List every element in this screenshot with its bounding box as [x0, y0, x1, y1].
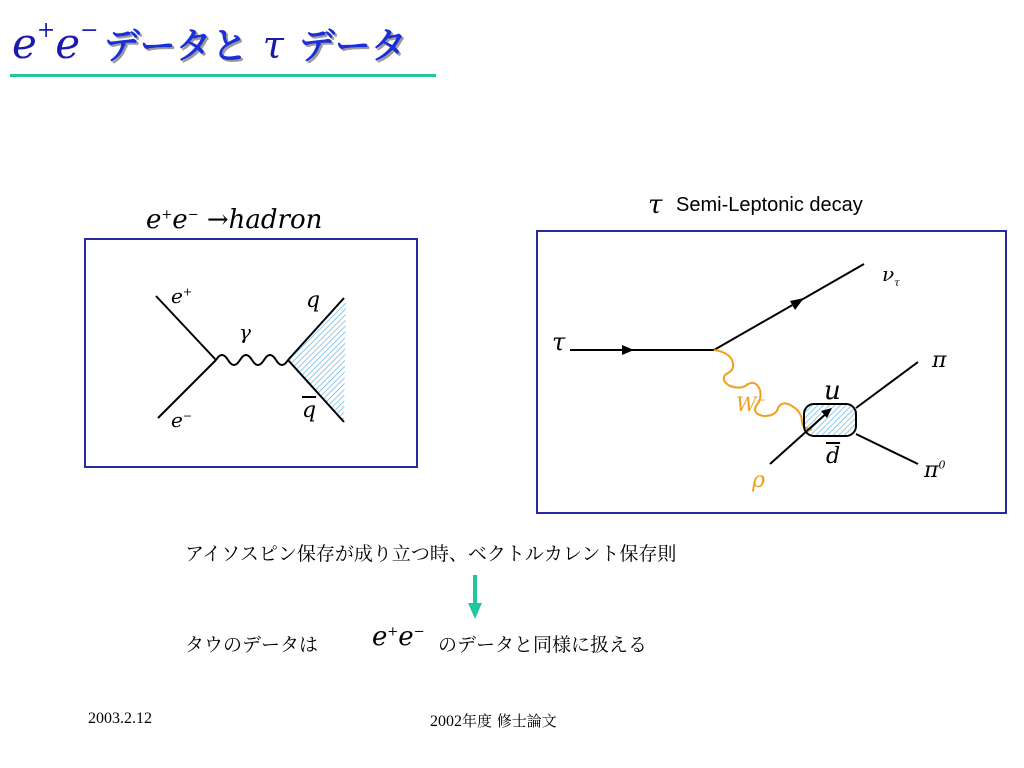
right-feynman-diagram: [536, 230, 1007, 514]
label-e-plus: e+: [171, 284, 193, 308]
title-e-plus: e+: [12, 18, 56, 68]
hadron-hatch: [288, 298, 346, 422]
title-underline: [10, 74, 436, 77]
statement-line-2-math: e+e−: [372, 622, 425, 652]
label-pi: π: [932, 348, 947, 373]
label-pi0: $\pi^0$: [924, 458, 946, 483]
title-tau: τ: [262, 23, 284, 67]
label-e-minus: e−: [171, 408, 193, 432]
caption-semi-leptonic: Semi-Leptonic decay: [676, 194, 863, 216]
left-feynman-diagram: [84, 238, 418, 468]
rho-line: [770, 412, 828, 464]
left-diagram-svg: [86, 240, 416, 466]
neutrino-arrow: [790, 298, 804, 310]
title-e-minus: e−: [55, 18, 99, 68]
tau-arrow: [622, 345, 634, 355]
down-arrow-icon: [468, 575, 482, 619]
label-dbar: $\overline{d}$: [826, 444, 841, 469]
label-q: q: [306, 288, 321, 313]
title-text-2: データ: [298, 26, 407, 67]
label-rho: ρ: [752, 468, 765, 493]
photon-line: [216, 355, 288, 365]
statement-line-2-prefix: タウのデータは: [185, 634, 319, 656]
label-u-quark: u: [824, 376, 841, 406]
title-text-1: データと: [103, 26, 248, 67]
pi-line: [856, 362, 918, 408]
caption-tau: τ: [648, 190, 663, 220]
statement-line-1: アイソスピン保存が成り立つ時、ベクトルカレント保存則: [185, 543, 677, 565]
left-diagram-label: e+e− →hadron: [146, 205, 323, 235]
label-w-boson: W−: [736, 392, 766, 416]
label-gamma: γ: [239, 320, 251, 344]
footer-date: 2003.2.12: [88, 710, 152, 727]
page-title: [12, 18, 407, 74]
statement-line-2-suffix: のデータと同様に扱える: [438, 634, 648, 656]
label-qbar: $\overline{q}$: [302, 398, 317, 423]
neutrino-line: [714, 264, 864, 350]
pi0-line: [856, 434, 918, 464]
w-boson-line: [714, 350, 812, 430]
label-tau-in: τ: [552, 328, 566, 356]
label-nu-tau: $\nu_\tau$: [882, 262, 900, 289]
footer-thesis: 2002年度 修士論文: [430, 712, 557, 730]
